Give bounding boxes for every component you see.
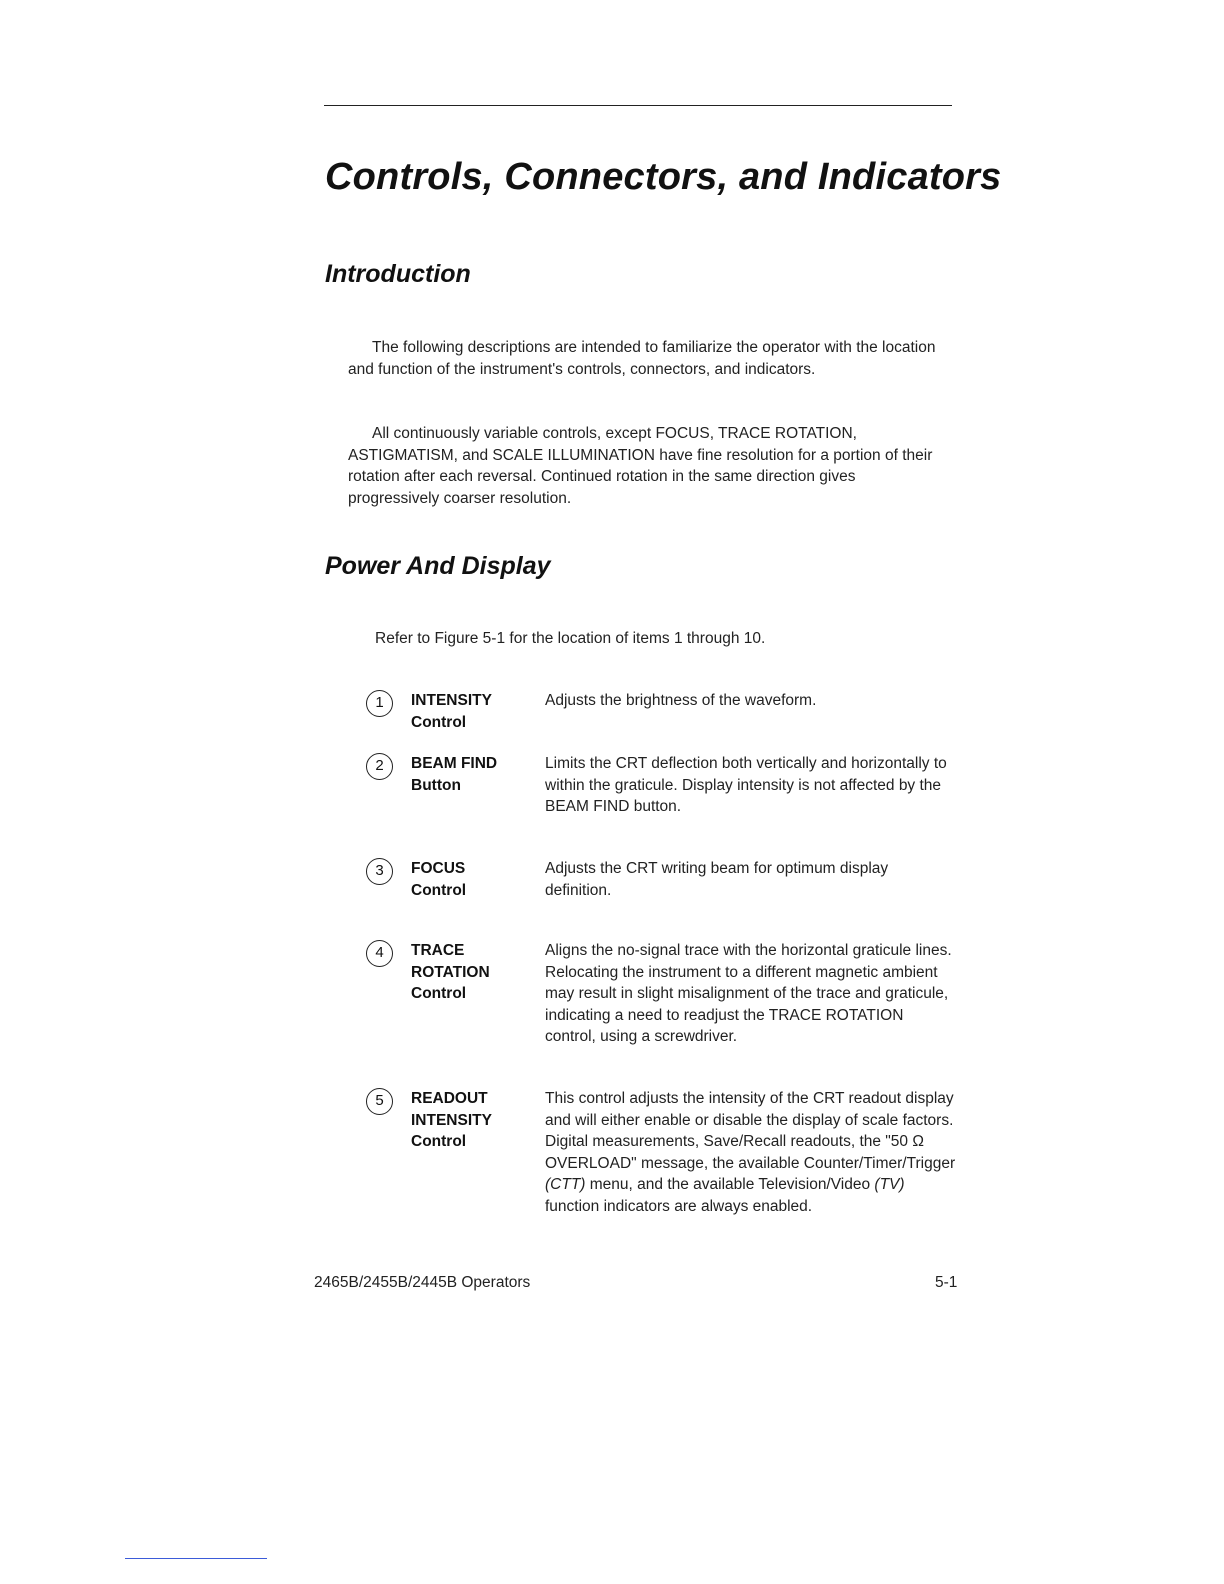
item-name-line: INTENSITY	[411, 692, 492, 709]
item-name-line: TRACE	[411, 942, 465, 959]
item-name-line: Control	[411, 713, 467, 731]
footer-page-number: 5-1	[935, 1274, 958, 1291]
description-emphasis-tv: (TV)	[874, 1176, 905, 1193]
item-name	[411, 690, 536, 733]
item-name	[411, 858, 536, 901]
item-number-badge: 1	[366, 690, 393, 717]
item-number-badge: 2	[366, 753, 393, 780]
item-name-line: ROTATION	[411, 963, 490, 981]
item-description: Aligns the no-signal trace with the horizontal graticule lines. Relocating the instrument to a different magnetic ambient may result in slight misalignment of the trace and graticule, indicating a need to readjust the TRACE ROTATION control, using a screwdriver.	[545, 942, 952, 1045]
description-text: This control adjusts the intensity of the CRT readout display and will either enable or disable the display of scale factors. Digital measurements, Save/Recall readouts, the "50 Ω OVERLOAD" message, the available Counter/Timer/Trigger	[545, 1090, 956, 1172]
item-name-line: READOUT	[411, 1090, 488, 1107]
item-number-badge: 4	[366, 940, 393, 967]
item-description: Limits the CRT deflection both vertically and horizontally to within the graticule. Display intensity is not affected by the BEAM FIND button.	[545, 755, 947, 815]
bottom-rule	[125, 1558, 267, 1559]
item-name-line: Button	[411, 776, 461, 794]
item-name-line: Control	[411, 985, 467, 1002]
item-name-line: Control	[411, 1133, 467, 1150]
item-description: Adjusts the CRT writing beam for optimum display definition.	[545, 860, 889, 899]
item-name	[411, 940, 536, 1005]
top-rule	[324, 105, 952, 106]
item-name-line: BEAM FIND	[411, 755, 498, 772]
page-title: Controls, Connectors, and Indicators	[325, 156, 1002, 198]
intro-paragraph-1: The following descriptions are intended to familiarize the operator with the location and function of the instrument's controls, connectors, and indicators.	[348, 339, 936, 378]
item-description: Adjusts the brightness of the waveform.	[545, 692, 817, 709]
footer-manual-title: 2465B/2455B/2445B Operators	[314, 1274, 531, 1291]
item-name-line: FOCUS	[411, 860, 466, 877]
item-name	[411, 1088, 536, 1153]
item-name-line: Control	[411, 881, 467, 899]
power-display-heading: Power And Display	[325, 552, 551, 580]
item-description	[545, 1088, 957, 1217]
description-text: function indicators are always enabled.	[545, 1197, 813, 1215]
item-name	[411, 753, 536, 796]
item-number-badge: 3	[366, 858, 393, 885]
description-text: menu, and the available Television/Video	[585, 1176, 875, 1193]
refer-text: Refer to Figure 5-1 for the location of items 1 through 10.	[375, 630, 766, 647]
introduction-heading: Introduction	[325, 260, 471, 288]
item-number-badge: 5	[366, 1088, 393, 1115]
description-emphasis-ctt: (CTT)	[545, 1176, 586, 1193]
item-name-line: INTENSITY	[411, 1111, 492, 1129]
intro-paragraph-2: All continuously variable controls, except FOCUS, TRACE ROTATION, ASTIGMATISM, and SCALE ILLUMINATION have fine resolution for a portion of their rotation after each reversal. Continued rotation in the same direction gives progressively coarser resolution.	[348, 425, 933, 507]
